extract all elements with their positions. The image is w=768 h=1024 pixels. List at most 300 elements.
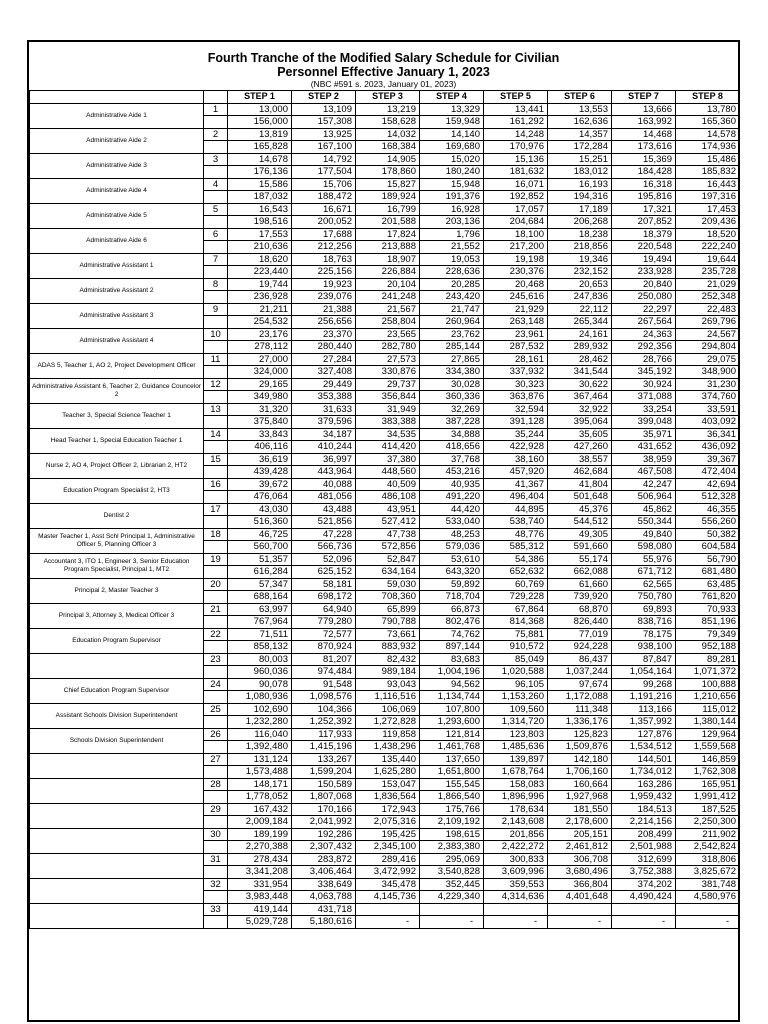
annual-salary-cell: 718,704 <box>420 591 484 604</box>
salary-grade-blank-cell <box>204 666 228 679</box>
monthly-salary-cell: 54,386 <box>484 553 548 566</box>
position-cell: Administrative Assistant 1 <box>30 253 204 278</box>
monthly-salary-cell: 49,840 <box>612 528 676 541</box>
monthly-salary-cell: 87,847 <box>612 653 676 666</box>
annual-salary-cell: 348,900 <box>676 366 740 379</box>
annual-salary-cell: 814,368 <box>484 616 548 629</box>
salary-grade-blank-cell <box>204 266 228 279</box>
monthly-row <box>30 153 740 166</box>
salary-grade-cell: 24 <box>204 678 228 691</box>
annual-salary-cell: 671,712 <box>612 566 676 579</box>
annual-salary-cell: 436,092 <box>676 441 740 454</box>
monthly-salary-cell: 32,269 <box>420 403 484 416</box>
annual-salary-cell: 1,314,720 <box>484 716 548 729</box>
annual-salary-cell: 188,472 <box>292 191 356 204</box>
annual-salary-cell: 223,440 <box>228 266 292 279</box>
salary-grade-cell: 4 <box>204 178 228 191</box>
position-cell: ADAS 5, Teacher 1, AO 2, Project Development Officer <box>30 353 204 378</box>
annual-salary-cell: 356,844 <box>356 391 420 404</box>
monthly-salary-cell: 13,109 <box>292 103 356 116</box>
annual-salary-cell: 184,428 <box>612 166 676 179</box>
monthly-salary-cell <box>484 903 548 916</box>
salary-grade-cell: 3 <box>204 153 228 166</box>
salary-grade-cell: 21 <box>204 603 228 616</box>
annual-salary-cell: 1,134,744 <box>420 691 484 704</box>
annual-salary-cell: 2,075,316 <box>356 816 420 829</box>
monthly-salary-cell: 29,737 <box>356 378 420 391</box>
annual-salary-cell: 2,501,988 <box>612 841 676 854</box>
monthly-row <box>30 428 740 441</box>
monthly-salary-cell: 14,905 <box>356 153 420 166</box>
step-header: STEP 8 <box>676 91 740 104</box>
annual-salary-cell: 924,228 <box>548 641 612 654</box>
annual-salary-cell: 198,516 <box>228 216 292 229</box>
annual-salary-cell: 236,928 <box>228 291 292 304</box>
salary-grade-cell: 11 <box>204 353 228 366</box>
monthly-salary-cell: 17,321 <box>612 203 676 216</box>
salary-grade-blank-cell <box>204 441 228 454</box>
annual-salary-cell: 779,280 <box>292 616 356 629</box>
annual-salary-cell: 790,788 <box>356 616 420 629</box>
salary-grade-cell: 32 <box>204 878 228 891</box>
salary-grade-cell: 27 <box>204 753 228 766</box>
monthly-salary-cell: 13,441 <box>484 103 548 116</box>
monthly-salary-cell: 41,804 <box>548 478 612 491</box>
annual-salary-cell: 439,428 <box>228 466 292 479</box>
monthly-salary-cell: 34,535 <box>356 428 420 441</box>
annual-salary-cell: 383,388 <box>356 416 420 429</box>
annual-salary-cell: 516,360 <box>228 516 292 529</box>
monthly-salary-cell: 96,105 <box>484 678 548 691</box>
annual-salary-cell: 1,415,196 <box>292 741 356 754</box>
annual-salary-cell: 3,680,496 <box>548 866 612 879</box>
annual-salary-cell: 2,307,432 <box>292 841 356 854</box>
monthly-salary-cell: 22,483 <box>676 303 740 316</box>
monthly-salary-cell: 43,030 <box>228 503 292 516</box>
monthly-salary-cell: 58,181 <box>292 578 356 591</box>
monthly-salary-cell: 184,513 <box>612 803 676 816</box>
annual-salary-cell: 243,420 <box>420 291 484 304</box>
monthly-salary-cell: 21,929 <box>484 303 548 316</box>
annual-salary-cell: 462,684 <box>548 466 612 479</box>
salary-schedule-sheet <box>27 40 740 1022</box>
monthly-salary-cell: 338,649 <box>292 878 356 891</box>
monthly-salary-cell: 66,873 <box>420 603 484 616</box>
annual-salary-cell: 681,480 <box>676 566 740 579</box>
annual-salary-cell: 634,164 <box>356 566 420 579</box>
monthly-row <box>30 678 740 691</box>
annual-salary-cell: 625,152 <box>292 566 356 579</box>
monthly-salary-cell: 129,964 <box>676 728 740 741</box>
annual-salary-cell: 767,964 <box>228 616 292 629</box>
monthly-salary-cell: 31,633 <box>292 403 356 416</box>
annual-salary-cell: 278,112 <box>228 341 292 354</box>
monthly-salary-cell: 19,644 <box>676 253 740 266</box>
annual-salary-cell: 194,316 <box>548 191 612 204</box>
monthly-row <box>30 553 740 566</box>
monthly-salary-cell: 29,075 <box>676 353 740 366</box>
salary-grade-blank-cell <box>204 916 228 929</box>
monthly-salary-cell: 71,511 <box>228 628 292 641</box>
annual-salary-cell: 201,588 <box>356 216 420 229</box>
monthly-row <box>30 278 740 291</box>
annual-salary-cell: 207,852 <box>612 216 676 229</box>
monthly-salary-cell: 86,437 <box>548 653 612 666</box>
monthly-salary-cell: 15,369 <box>612 153 676 166</box>
monthly-salary-cell: 17,057 <box>484 203 548 216</box>
monthly-salary-cell: 24,161 <box>548 328 612 341</box>
monthly-salary-cell: 37,380 <box>356 453 420 466</box>
monthly-salary-cell: 19,744 <box>228 278 292 291</box>
monthly-salary-cell: 30,323 <box>484 378 548 391</box>
annual-salary-cell: 395,064 <box>548 416 612 429</box>
monthly-salary-cell: 318,806 <box>676 853 740 866</box>
step-header: STEP 2 <box>292 91 356 104</box>
annual-salary-cell: 252,348 <box>676 291 740 304</box>
monthly-row <box>30 403 740 416</box>
monthly-salary-cell: 57,347 <box>228 578 292 591</box>
annual-salary-cell: 387,228 <box>420 416 484 429</box>
annual-salary-cell: 1,004,196 <box>420 666 484 679</box>
annual-salary-cell: 220,548 <box>612 241 676 254</box>
monthly-salary-cell: 17,453 <box>676 203 740 216</box>
monthly-salary-cell: 68,870 <box>548 603 612 616</box>
annual-salary-cell: 431,652 <box>612 441 676 454</box>
annual-salary-cell: 1,080,936 <box>228 691 292 704</box>
monthly-row <box>30 703 740 716</box>
annual-salary-cell: 2,422,272 <box>484 841 548 854</box>
monthly-salary-cell: 20,840 <box>612 278 676 291</box>
monthly-salary-cell: 312,699 <box>612 853 676 866</box>
monthly-salary-cell: 38,557 <box>548 453 612 466</box>
annual-salary-cell: 209,436 <box>676 216 740 229</box>
annual-salary-cell: 327,408 <box>292 366 356 379</box>
monthly-salary-cell: 16,193 <box>548 178 612 191</box>
annual-salary-cell: 472,404 <box>676 466 740 479</box>
annual-salary-cell: 1,252,392 <box>292 716 356 729</box>
annual-salary-cell: 200,052 <box>292 216 356 229</box>
salary-grade-cell: 17 <box>204 503 228 516</box>
annual-salary-cell: 158,628 <box>356 116 420 129</box>
monthly-salary-cell: 30,924 <box>612 378 676 391</box>
annual-salary-cell: 218,856 <box>548 241 612 254</box>
annual-salary-cell: 292,356 <box>612 341 676 354</box>
annual-salary-cell: 1,191,216 <box>612 691 676 704</box>
monthly-salary-cell: 99,268 <box>612 678 676 691</box>
annual-salary-cell: 192,852 <box>484 191 548 204</box>
monthly-salary-cell: 93,043 <box>356 678 420 691</box>
annual-salary-cell: 258,804 <box>356 316 420 329</box>
annual-salary-cell: 1,392,480 <box>228 741 292 754</box>
monthly-salary-cell: 40,935 <box>420 478 484 491</box>
monthly-salary-cell: 59,030 <box>356 578 420 591</box>
annual-salary-cell: 688,164 <box>228 591 292 604</box>
position-cell <box>30 878 204 903</box>
annual-salary-cell: 598,080 <box>612 541 676 554</box>
monthly-salary-cell: 15,586 <box>228 178 292 191</box>
annual-salary-cell: 191,376 <box>420 191 484 204</box>
step-header: STEP 1 <box>228 91 292 104</box>
annual-salary-cell: 662,088 <box>548 566 612 579</box>
monthly-salary-cell: 181,550 <box>548 803 612 816</box>
annual-salary-cell: 341,544 <box>548 366 612 379</box>
annual-salary-cell: 453,216 <box>420 466 484 479</box>
monthly-salary-cell: 366,804 <box>548 878 612 891</box>
annual-salary-cell: 162,636 <box>548 116 612 129</box>
monthly-salary-cell: 75,881 <box>484 628 548 641</box>
monthly-salary-cell: 37,768 <box>420 453 484 466</box>
monthly-salary-cell: 295,069 <box>420 853 484 866</box>
monthly-salary-cell: 15,948 <box>420 178 484 191</box>
annual-salary-cell: 1,678,764 <box>484 766 548 779</box>
salary-grade-cell: 16 <box>204 478 228 491</box>
monthly-salary-cell: 13,329 <box>420 103 484 116</box>
annual-salary-cell: 910,572 <box>484 641 548 654</box>
monthly-salary-cell: 100,888 <box>676 678 740 691</box>
annual-salary-cell: 1,991,412 <box>676 791 740 804</box>
monthly-row <box>30 603 740 616</box>
step-header: STEP 5 <box>484 91 548 104</box>
monthly-row <box>30 503 740 516</box>
monthly-salary-cell: 20,285 <box>420 278 484 291</box>
monthly-salary-cell: 46,725 <box>228 528 292 541</box>
monthly-salary-cell: 29,449 <box>292 378 356 391</box>
grade-header <box>204 91 228 104</box>
annual-salary-cell: 2,383,380 <box>420 841 484 854</box>
annual-salary-cell: 210,636 <box>228 241 292 254</box>
annual-salary-cell: 391,128 <box>484 416 548 429</box>
monthly-salary-cell: 283,872 <box>292 853 356 866</box>
monthly-salary-cell: 85,049 <box>484 653 548 666</box>
monthly-salary-cell: 21,567 <box>356 303 420 316</box>
annual-salary-cell: 1,232,280 <box>228 716 292 729</box>
position-cell: Administrative Assistant 4 <box>30 328 204 353</box>
annual-salary-cell: 1,071,372 <box>676 666 740 679</box>
salary-grade-cell: 15 <box>204 453 228 466</box>
salary-grade-cell: 28 <box>204 778 228 791</box>
monthly-salary-cell: 53,610 <box>420 553 484 566</box>
salary-grade-blank-cell <box>204 241 228 254</box>
monthly-salary-cell: 65,899 <box>356 603 420 616</box>
annual-salary-cell: 157,308 <box>292 116 356 129</box>
monthly-salary-cell: 78,175 <box>612 628 676 641</box>
step-header: STEP 4 <box>420 91 484 104</box>
monthly-salary-cell: 13,780 <box>676 103 740 116</box>
monthly-salary-cell: 55,174 <box>548 553 612 566</box>
annual-salary-cell: 226,884 <box>356 266 420 279</box>
monthly-salary-cell: 52,847 <box>356 553 420 566</box>
salary-grade-blank-cell <box>204 341 228 354</box>
salary-grade-cell: 31 <box>204 853 228 866</box>
annual-salary-cell: 1,534,512 <box>612 741 676 754</box>
annual-salary-cell: 2,250,300 <box>676 816 740 829</box>
salary-grade-cell: 25 <box>204 703 228 716</box>
salary-grade-cell: 10 <box>204 328 228 341</box>
monthly-salary-cell: 46,355 <box>676 503 740 516</box>
position-cell: Principal 2, Master Teacher 3 <box>30 578 204 603</box>
annual-salary-cell: 952,188 <box>676 641 740 654</box>
annual-salary-cell: 739,920 <box>548 591 612 604</box>
annual-salary-cell: 938,100 <box>612 641 676 654</box>
monthly-row <box>30 803 740 816</box>
monthly-salary-cell: 16,071 <box>484 178 548 191</box>
monthly-salary-cell: 113,166 <box>612 703 676 716</box>
annual-salary-cell: 230,376 <box>484 266 548 279</box>
salary-grade-blank-cell <box>204 866 228 879</box>
monthly-salary-cell: 121,814 <box>420 728 484 741</box>
annual-salary-cell: 826,440 <box>548 616 612 629</box>
position-cell <box>30 853 204 878</box>
annual-salary-cell: 572,856 <box>356 541 420 554</box>
monthly-salary-cell: 16,799 <box>356 203 420 216</box>
annual-salary-cell: 403,092 <box>676 416 740 429</box>
annual-salary-cell: 228,636 <box>420 266 484 279</box>
annual-salary-cell: 616,284 <box>228 566 292 579</box>
salary-grade-blank-cell <box>204 116 228 129</box>
annual-salary-cell: 1,153,260 <box>484 691 548 704</box>
annual-salary-cell: 897,144 <box>420 641 484 654</box>
monthly-salary-cell: 27,865 <box>420 353 484 366</box>
annual-salary-cell: 4,229,340 <box>420 891 484 904</box>
monthly-salary-cell <box>356 903 420 916</box>
monthly-salary-cell: 83,683 <box>420 653 484 666</box>
annual-salary-cell: 512,328 <box>676 491 740 504</box>
annual-salary-cell: 1,559,568 <box>676 741 740 754</box>
annual-salary-cell: 1,293,600 <box>420 716 484 729</box>
annual-salary-cell: 2,009,184 <box>228 816 292 829</box>
annual-salary-cell: 163,992 <box>612 116 676 129</box>
monthly-salary-cell: 63,997 <box>228 603 292 616</box>
monthly-salary-cell: 40,088 <box>292 478 356 491</box>
annual-salary-cell: 170,976 <box>484 141 548 154</box>
annual-salary-cell: 579,036 <box>420 541 484 554</box>
monthly-salary-cell: 24,363 <box>612 328 676 341</box>
annual-salary-cell: 180,240 <box>420 166 484 179</box>
annual-salary-cell: 1,509,876 <box>548 741 612 754</box>
annual-salary-cell: 2,461,812 <box>548 841 612 854</box>
monthly-salary-cell: 64,940 <box>292 603 356 616</box>
monthly-salary-cell: 33,254 <box>612 403 676 416</box>
monthly-salary-cell <box>612 903 676 916</box>
monthly-salary-cell: 18,907 <box>356 253 420 266</box>
annual-salary-cell: 165,828 <box>228 141 292 154</box>
monthly-salary-cell: 167,432 <box>228 803 292 816</box>
monthly-salary-cell: 89,281 <box>676 653 740 666</box>
monthly-salary-cell: 20,653 <box>548 278 612 291</box>
monthly-salary-cell: 148,171 <box>228 778 292 791</box>
annual-salary-cell: 367,464 <box>548 391 612 404</box>
monthly-salary-cell: 49,305 <box>548 528 612 541</box>
monthly-salary-cell: 18,379 <box>612 228 676 241</box>
annual-salary-cell: - <box>356 916 420 929</box>
annual-salary-cell: 232,152 <box>548 266 612 279</box>
salary-grade-blank-cell <box>204 566 228 579</box>
monthly-salary-cell: 14,578 <box>676 128 740 141</box>
annual-salary-cell: 225,156 <box>292 266 356 279</box>
annual-salary-cell: 729,228 <box>484 591 548 604</box>
annual-salary-cell: 1,959,432 <box>612 791 676 804</box>
annual-salary-cell: 280,440 <box>292 341 356 354</box>
annual-salary-cell: 2,178,600 <box>548 816 612 829</box>
annual-salary-cell: 4,145,736 <box>356 891 420 904</box>
annual-salary-cell: 241,248 <box>356 291 420 304</box>
annual-salary-cell: 256,656 <box>292 316 356 329</box>
monthly-salary-cell: 20,468 <box>484 278 548 291</box>
monthly-row <box>30 478 740 491</box>
salary-grade-blank-cell <box>204 616 228 629</box>
monthly-salary-cell: 18,520 <box>676 228 740 241</box>
monthly-row <box>30 378 740 391</box>
monthly-salary-cell: 50,382 <box>676 528 740 541</box>
position-cell: Nurse 2, AO 4, Project Officer 2, Librarian 2, HT2 <box>30 453 204 478</box>
position-cell: Schools Division Superintendent <box>30 728 204 753</box>
monthly-salary-cell: 97,674 <box>548 678 612 691</box>
monthly-salary-cell: 211,902 <box>676 828 740 841</box>
monthly-salary-cell: 18,238 <box>548 228 612 241</box>
monthly-row <box>30 728 740 741</box>
monthly-salary-cell: 43,488 <box>292 503 356 516</box>
monthly-row <box>30 828 740 841</box>
monthly-salary-cell: 20,104 <box>356 278 420 291</box>
monthly-salary-cell: 18,100 <box>484 228 548 241</box>
annual-salary-cell: 410,244 <box>292 441 356 454</box>
monthly-salary-cell: 80,003 <box>228 653 292 666</box>
position-cell: Accountant 3, ITO 1, Engineer 3, Senior Education Program Specialist, Principal 1, MT2 <box>30 553 204 578</box>
salary-table <box>29 90 740 929</box>
monthly-salary-cell: 137,650 <box>420 753 484 766</box>
monthly-salary-cell: 36,341 <box>676 428 740 441</box>
salary-grade-cell: 30 <box>204 828 228 841</box>
monthly-salary-cell: 153,047 <box>356 778 420 791</box>
annual-salary-cell: 538,740 <box>484 516 548 529</box>
monthly-salary-cell: 30,028 <box>420 378 484 391</box>
annual-salary-cell: 406,116 <box>228 441 292 454</box>
monthly-salary-cell: 15,020 <box>420 153 484 166</box>
monthly-salary-cell: 306,708 <box>548 853 612 866</box>
position-cell: Administrative Aide 4 <box>30 178 204 203</box>
annual-salary-cell: 172,284 <box>548 141 612 154</box>
monthly-salary-cell: 38,160 <box>484 453 548 466</box>
monthly-salary-cell: 21,211 <box>228 303 292 316</box>
monthly-salary-cell: 67,864 <box>484 603 548 616</box>
monthly-salary-cell: 28,161 <box>484 353 548 366</box>
monthly-salary-cell: 187,525 <box>676 803 740 816</box>
annual-salary-cell: 591,660 <box>548 541 612 554</box>
annual-salary-cell: 418,656 <box>420 441 484 454</box>
annual-salary-cell: 544,512 <box>548 516 612 529</box>
monthly-salary-cell: 278,434 <box>228 853 292 866</box>
monthly-salary-cell: 21,029 <box>676 278 740 291</box>
annual-salary-cell: 1,836,564 <box>356 791 420 804</box>
annual-salary-cell: 375,840 <box>228 416 292 429</box>
salary-grade-cell: 7 <box>204 253 228 266</box>
document-title-line1: Fourth Tranche of the Modified Salary Schedule for Civilian <box>207 51 560 65</box>
annual-salary-cell: 486,108 <box>356 491 420 504</box>
annual-salary-cell: 4,490,424 <box>612 891 676 904</box>
annual-salary-cell: 556,260 <box>676 516 740 529</box>
monthly-salary-cell: 13,666 <box>612 103 676 116</box>
monthly-salary-cell: 23,762 <box>420 328 484 341</box>
monthly-salary-cell: 15,136 <box>484 153 548 166</box>
monthly-salary-cell: 14,248 <box>484 128 548 141</box>
monthly-salary-cell: 61,660 <box>548 578 612 591</box>
annual-salary-cell: 1,734,012 <box>612 766 676 779</box>
monthly-salary-cell: 28,766 <box>612 353 676 366</box>
monthly-salary-cell: 16,443 <box>676 178 740 191</box>
monthly-salary-cell: 19,053 <box>420 253 484 266</box>
monthly-salary-cell: 142,180 <box>548 753 612 766</box>
monthly-salary-cell: 77,019 <box>548 628 612 641</box>
